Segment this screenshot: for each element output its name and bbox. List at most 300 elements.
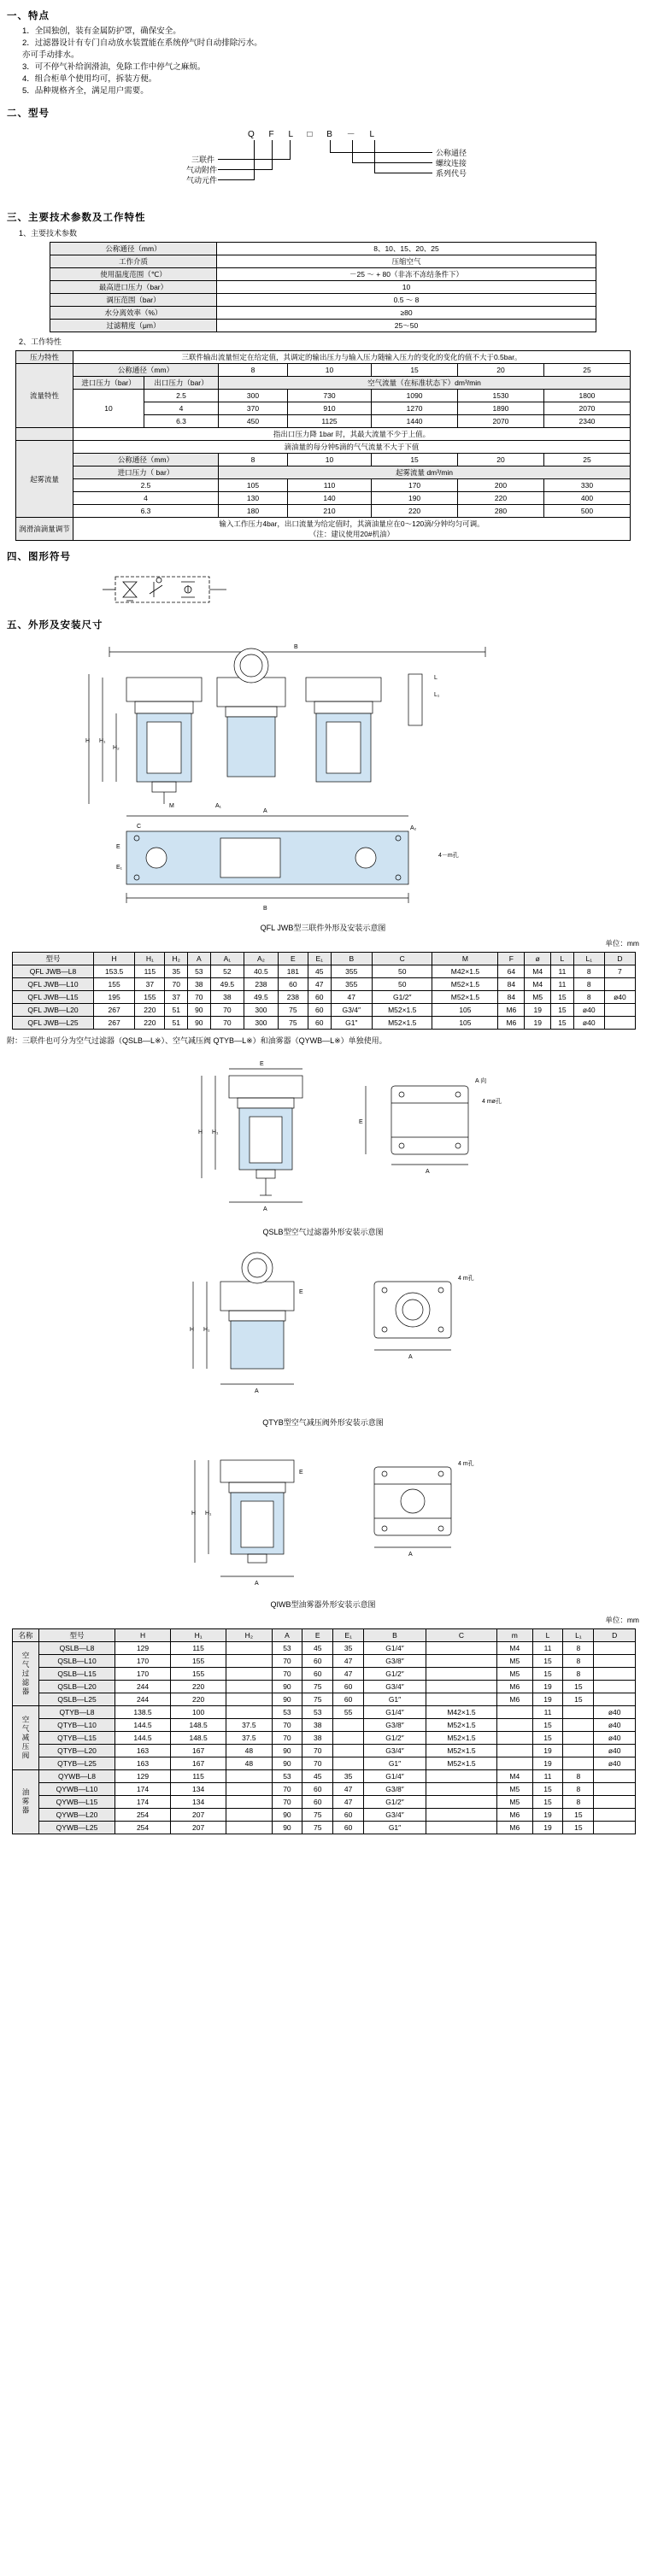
cell: ø40	[594, 1732, 636, 1745]
cell: 238	[244, 978, 279, 991]
table-row	[50, 294, 596, 307]
cell: M6	[497, 1693, 533, 1706]
cell: 155	[171, 1655, 226, 1668]
cell-key: 过滤精度（μm）	[50, 320, 217, 332]
cell: 90	[188, 1017, 211, 1030]
cell: 37.5	[226, 1719, 272, 1732]
cell	[426, 1783, 497, 1796]
group-name: 油雾器	[13, 1770, 39, 1834]
table-row	[16, 428, 631, 441]
cell: 19	[532, 1809, 563, 1822]
cell: 60	[333, 1809, 364, 1822]
cell-flow: 1125	[287, 415, 371, 428]
cell: M4	[525, 965, 551, 978]
cell-lub-text-wrap	[73, 518, 631, 541]
cell-dn: 20	[458, 364, 544, 377]
cell: 35	[165, 965, 188, 978]
cell: 90	[272, 1745, 302, 1757]
cell: 11	[551, 965, 574, 978]
cell	[426, 1655, 497, 1668]
cell	[563, 1732, 594, 1745]
table-row	[16, 492, 631, 505]
cell-oilmist-inlet-label: 进口压力（ bar）	[73, 466, 219, 479]
cell: 38	[188, 978, 211, 991]
cell: 244	[115, 1681, 171, 1693]
cell: 100	[171, 1706, 226, 1719]
table-row	[13, 1017, 636, 1030]
cell-model: QSLB—L15	[39, 1668, 115, 1681]
cell: 48	[226, 1745, 272, 1757]
cell	[594, 1668, 636, 1681]
cell-flow: 450	[219, 415, 288, 428]
cell: G1/4″	[364, 1642, 426, 1655]
cell: 170	[115, 1655, 171, 1668]
dims-unit: 单位：mm	[605, 939, 639, 948]
cell-outlet: 6.3	[144, 415, 219, 428]
cell: M5	[497, 1668, 533, 1681]
table-row	[16, 441, 631, 454]
cell-model: QSLB—L10	[39, 1655, 115, 1668]
cell-oilmist: 130	[219, 492, 288, 505]
cell	[426, 1770, 497, 1783]
cell: M6	[497, 1681, 533, 1693]
cell	[426, 1642, 497, 1655]
cell-oilmist: 110	[287, 479, 371, 492]
cell: 19	[532, 1681, 563, 1693]
svg-text:E: E	[299, 1470, 303, 1476]
cell: 90	[272, 1693, 302, 1706]
cell	[226, 1809, 272, 1822]
cell-value: －25 ～ + 80（非冻不冻结条件下）	[217, 268, 596, 281]
cell: 38	[302, 1719, 333, 1732]
cell: 115	[171, 1642, 226, 1655]
cell: 52	[210, 965, 244, 978]
cell	[226, 1706, 272, 1719]
cell: G3/4″	[364, 1809, 426, 1822]
svg-text:L₁: L₁	[434, 692, 440, 698]
cell: 70	[272, 1719, 302, 1732]
table-row	[13, 965, 636, 978]
cell: 60	[302, 1655, 333, 1668]
cell-key: 最高进口压力（bar）	[50, 281, 217, 294]
cell: 60	[333, 1693, 364, 1706]
cell-oilmist: 190	[372, 492, 458, 505]
cell: 148.5	[171, 1732, 226, 1745]
cell	[426, 1668, 497, 1681]
svg-text:A: A	[255, 1388, 259, 1394]
cell: 105	[432, 1017, 498, 1030]
cell-model: QFL JWB—L10	[13, 978, 94, 991]
table-row	[13, 978, 636, 991]
cell-model: QFL JWB—L8	[13, 965, 94, 978]
spec-main-table	[50, 242, 596, 332]
cell	[426, 1822, 497, 1834]
feature-item: 2．过滤器设计有专门自动放水装置能在系统停气时自动排除污水。	[22, 38, 262, 48]
cell-dn: 8	[219, 364, 288, 377]
cell-value: 10	[217, 281, 596, 294]
cell: M5	[497, 1655, 533, 1668]
cell: 49.5	[244, 991, 279, 1004]
cell: 38	[210, 991, 244, 1004]
cell: 144.5	[115, 1732, 171, 1745]
col-header: F	[498, 953, 525, 965]
svg-text:H: H	[85, 738, 91, 744]
qtyb-caption: QTYB型空气减压阀外形安装示意图	[262, 1418, 384, 1427]
table-row	[16, 505, 631, 518]
cell-model: QSLB—L25	[39, 1693, 115, 1706]
cell-model: QTYB—L8	[39, 1706, 115, 1719]
cell	[226, 1655, 272, 1668]
cell: ø40	[594, 1706, 636, 1719]
assembly-drawing	[7, 637, 639, 933]
cell-key: 工作介质	[50, 255, 217, 268]
cell: G1/4″	[364, 1706, 426, 1719]
svg-text:E₁: E₁	[116, 865, 123, 871]
cell-oilmist: 200	[458, 479, 544, 492]
cell: 7	[604, 965, 635, 978]
feature-item: 1．全国独创，装有金属防护罩，确保安全。	[22, 26, 181, 36]
svg-text:A: A	[255, 1581, 259, 1587]
cell: 35	[333, 1770, 364, 1783]
cell: G3/4″	[364, 1681, 426, 1693]
svg-text:B: B	[294, 644, 298, 650]
cell-dn-label: 公称通径（mm）	[73, 454, 219, 466]
cell: 70	[272, 1796, 302, 1809]
cell-model: QYWB—L25	[39, 1822, 115, 1834]
cell: 254	[115, 1822, 171, 1834]
feature-item: 3．可不停气补给润滑油，免除工作中停气之麻烦。	[22, 62, 206, 72]
cell: 60	[308, 991, 331, 1004]
cell: 148.5	[171, 1719, 226, 1732]
section-title-model: 二、型号	[7, 109, 50, 119]
cell-flow: 300	[219, 390, 288, 402]
cell-model: QSLB—L8	[39, 1642, 115, 1655]
cell	[604, 978, 635, 991]
cell: M5	[497, 1783, 533, 1796]
cell: 50	[373, 965, 432, 978]
table-row	[13, 1757, 636, 1770]
cell-dn: 25	[543, 454, 630, 466]
svg-text:E: E	[260, 1061, 264, 1067]
cell: 49.5	[210, 978, 244, 991]
sub-components-table	[12, 1628, 636, 1834]
cell: ø40	[573, 1017, 604, 1030]
cell	[594, 1796, 636, 1809]
cell	[333, 1757, 364, 1770]
cell-key: 公称通径（mm）	[50, 243, 217, 255]
cell: M4	[497, 1770, 533, 1783]
cell: 75	[302, 1809, 333, 1822]
col-header: m	[497, 1629, 533, 1642]
qtyb-svg	[7, 1242, 639, 1413]
qywb-caption: QIWB型油雾器外形安装示意图	[270, 1600, 376, 1609]
table-row	[13, 1732, 636, 1745]
cell: G3/4″	[331, 1004, 373, 1017]
cell: 207	[171, 1809, 226, 1822]
cell: 15	[532, 1732, 563, 1745]
cell: G1/4″	[364, 1770, 426, 1783]
qslb-drawing	[7, 1052, 639, 1237]
cell: 129	[115, 1642, 171, 1655]
svg-text:H: H	[190, 1327, 195, 1333]
col-header: B	[364, 1629, 426, 1642]
cell: 11	[532, 1642, 563, 1655]
cell-flow-header: 空气流量（在标准状态下）dm³/min	[219, 377, 631, 390]
cell: M52×1.5	[373, 1004, 432, 1017]
col-header: D	[604, 953, 635, 965]
cell: 238	[278, 991, 308, 1004]
cell	[594, 1783, 636, 1796]
col-header: L₁	[563, 1629, 594, 1642]
model-label-left: 气动附件	[186, 166, 218, 174]
cell: M5	[497, 1796, 533, 1809]
cell: 60	[302, 1668, 333, 1681]
table-row	[13, 1004, 636, 1017]
cell: G3/8″	[364, 1719, 426, 1732]
cell: 134	[171, 1783, 226, 1796]
section-title-specs: 三、主要技术参数及工作特性	[7, 213, 146, 223]
cell: 15	[532, 1668, 563, 1681]
cell-dn: 20	[458, 454, 544, 466]
cell	[333, 1732, 364, 1745]
cell: ø40	[573, 1004, 604, 1017]
cell-lub-label: 润滑油滴量调节	[16, 518, 73, 541]
svg-text:H₂: H₂	[113, 745, 120, 751]
cell-oilmist: 210	[287, 505, 371, 518]
table-row	[16, 364, 631, 377]
qslb-svg	[7, 1052, 639, 1223]
svg-text:H₁: H₁	[212, 1130, 219, 1135]
cell: 75	[302, 1822, 333, 1834]
cell-value: ≥80	[217, 307, 596, 320]
cell	[594, 1822, 636, 1834]
cell: 90	[188, 1004, 211, 1017]
cell: 8	[563, 1655, 594, 1668]
qtyb-drawing	[7, 1242, 639, 1428]
col-header: ø	[525, 953, 551, 965]
cell-oilmist: 140	[287, 492, 371, 505]
dims-table-wrap	[7, 952, 639, 1030]
col-header: A₂	[244, 953, 279, 965]
cell: 35	[333, 1642, 364, 1655]
cell: 70	[210, 1004, 244, 1017]
svg-text:H: H	[198, 1130, 203, 1135]
section-title-symbol: 四、图形符号	[7, 552, 71, 562]
cell: 355	[331, 978, 373, 991]
cell: 220	[171, 1681, 226, 1693]
cell	[497, 1757, 533, 1770]
cell: 244	[115, 1693, 171, 1706]
cell: M6	[497, 1822, 533, 1834]
col-header: L	[551, 953, 574, 965]
cell: 70	[210, 1017, 244, 1030]
cell-model: QTYB—L20	[39, 1745, 115, 1757]
table-row	[13, 1719, 636, 1732]
cell-dn: 10	[287, 454, 371, 466]
col-header: 名称	[13, 1629, 39, 1642]
cell: 64	[498, 965, 525, 978]
table-row	[13, 1796, 636, 1809]
cell: 267	[94, 1017, 135, 1030]
table-row	[16, 454, 631, 466]
cell-oilmist-text: 滴油量的每分钟5滴的气气流量不大于下值	[73, 441, 631, 454]
cell-oilmist: 280	[458, 505, 544, 518]
cell: G1/2″	[364, 1796, 426, 1809]
col-header: D	[594, 1629, 636, 1642]
cell-lub-note: （注：建议使用20#机油）	[308, 530, 395, 538]
cell	[594, 1655, 636, 1668]
col-header: B	[331, 953, 373, 965]
cell: M52×1.5	[426, 1757, 497, 1770]
qslb-caption: QSLB型空气过滤器外形安装示意图	[262, 1228, 384, 1236]
cell-flow: 1800	[543, 390, 630, 402]
cell: 174	[115, 1783, 171, 1796]
cell: 11	[532, 1706, 563, 1719]
cell: ø40	[604, 991, 635, 1004]
cell	[563, 1757, 594, 1770]
svg-text:E: E	[299, 1289, 303, 1295]
cell: M6	[497, 1809, 533, 1822]
cell-dn-label: 公称通径（mm）	[73, 364, 219, 377]
cell-model: QYWB—L20	[39, 1809, 115, 1822]
table-row	[13, 1770, 636, 1783]
cell: 170	[115, 1668, 171, 1681]
cell: 53	[272, 1770, 302, 1783]
cell-flow: 2070	[458, 415, 544, 428]
cell-flow: 2340	[543, 415, 630, 428]
cell: M42×1.5	[426, 1706, 497, 1719]
cell: 144.5	[115, 1719, 171, 1732]
cell: 181	[278, 965, 308, 978]
cell-model: QYWB—L15	[39, 1796, 115, 1809]
cell: G3/8″	[364, 1655, 426, 1668]
cell: 15	[563, 1809, 594, 1822]
cell: 15	[551, 991, 574, 1004]
col-header: A	[188, 953, 211, 965]
cell	[563, 1719, 594, 1732]
cell: 19	[532, 1745, 563, 1757]
cell: M52×1.5	[432, 978, 498, 991]
col-header: C	[373, 953, 432, 965]
svg-text:A₂: A₂	[410, 825, 417, 831]
feature-item: 亦可手动排水。	[22, 50, 79, 60]
cell: 51	[165, 1017, 188, 1030]
cell: 129	[115, 1770, 171, 1783]
group-name: 空气减压阀	[13, 1706, 39, 1770]
cell: 53	[188, 965, 211, 978]
cell-oilmist: 500	[543, 505, 630, 518]
cell: 70	[302, 1757, 333, 1770]
model-label-left: 气动元件	[186, 176, 218, 185]
dims-note: 附：三联件也可分为空气过滤器（QSLB—L※）、空气减压阀 QTYB—L※）和油雾器（QYWB—L※）单独使用。	[7, 1036, 387, 1045]
table-row	[16, 377, 631, 390]
cell: 300	[244, 1004, 279, 1017]
cell-outlet: 4	[144, 402, 219, 415]
cell: 138.5	[115, 1706, 171, 1719]
cell: 19	[532, 1822, 563, 1834]
cell: 55	[333, 1706, 364, 1719]
datasheet-page	[0, 9, 646, 1834]
group-name: 空气过滤器	[13, 1642, 39, 1706]
assembly-svg	[7, 637, 639, 918]
cell-model: QSLB—L20	[39, 1681, 115, 1693]
cell: 15	[563, 1693, 594, 1706]
cell: 8	[563, 1770, 594, 1783]
cell-outlet: 2.5	[144, 390, 219, 402]
cell: 50	[373, 978, 432, 991]
col-header: E	[278, 953, 308, 965]
cell: 19	[525, 1017, 551, 1030]
cell-model: QTYB—L10	[39, 1719, 115, 1732]
cell: 19	[525, 1004, 551, 1017]
cell: 90	[272, 1822, 302, 1834]
cell: 75	[302, 1681, 333, 1693]
cell-oilmist-p: 4	[73, 492, 219, 505]
col-header: E	[302, 1629, 333, 1642]
section-title-features: 一、特点	[7, 11, 50, 21]
cell-flow: 2070	[543, 402, 630, 415]
cell	[226, 1642, 272, 1655]
cell: 47	[333, 1783, 364, 1796]
col-header: H₂	[226, 1629, 272, 1642]
svg-text:A: A	[263, 808, 267, 814]
feature-item: 4．组合柜单个使用均可，拆装方便。	[22, 74, 157, 84]
table-row	[16, 518, 631, 541]
col-header: C	[426, 1629, 497, 1642]
cell: 51	[165, 1004, 188, 1017]
cell	[426, 1681, 497, 1693]
cell: M52×1.5	[373, 1017, 432, 1030]
svg-text:L: L	[434, 675, 438, 681]
cell: 115	[135, 965, 165, 978]
cell: 220	[171, 1693, 226, 1706]
cell: 11	[532, 1770, 563, 1783]
cell: 163	[115, 1745, 171, 1757]
cell	[226, 1693, 272, 1706]
cell-flow: 1530	[458, 390, 544, 402]
svg-text:4 m孔: 4 m孔	[458, 1276, 474, 1282]
cell	[604, 1004, 635, 1017]
col-header: 型号	[39, 1629, 115, 1642]
cell: 115	[171, 1770, 226, 1783]
cell: 47	[331, 991, 373, 1004]
spec-main-table-wrap	[7, 242, 639, 332]
svg-text:M: M	[169, 803, 174, 809]
cell	[426, 1809, 497, 1822]
cell: 15	[551, 1004, 574, 1017]
cell: 53	[272, 1642, 302, 1655]
cell: G1/2″	[364, 1732, 426, 1745]
cell-model: QTYB—L15	[39, 1732, 115, 1745]
cell	[604, 1017, 635, 1030]
cell: 19	[532, 1757, 563, 1770]
sub-unit: 单位：mm	[605, 1616, 639, 1624]
cell: M4	[497, 1642, 533, 1655]
col-header: H₂	[165, 953, 188, 965]
cell-oilmist: 400	[543, 492, 630, 505]
table-row	[13, 1642, 636, 1655]
cell-lub-text: 输入工作压力4bar，出口流量为给定值时，其滴油量应在0～120滴/分钟均匀可调。	[219, 519, 484, 528]
cell-oilmist: 180	[219, 505, 288, 518]
cell	[426, 1796, 497, 1809]
symbol-diagram	[103, 570, 231, 609]
cell: M6	[498, 1017, 525, 1030]
cell-value: 0.5 ～ 8	[217, 294, 596, 307]
cell	[226, 1783, 272, 1796]
cell: 45	[308, 965, 331, 978]
cell: 155	[135, 991, 165, 1004]
cell	[333, 1719, 364, 1732]
